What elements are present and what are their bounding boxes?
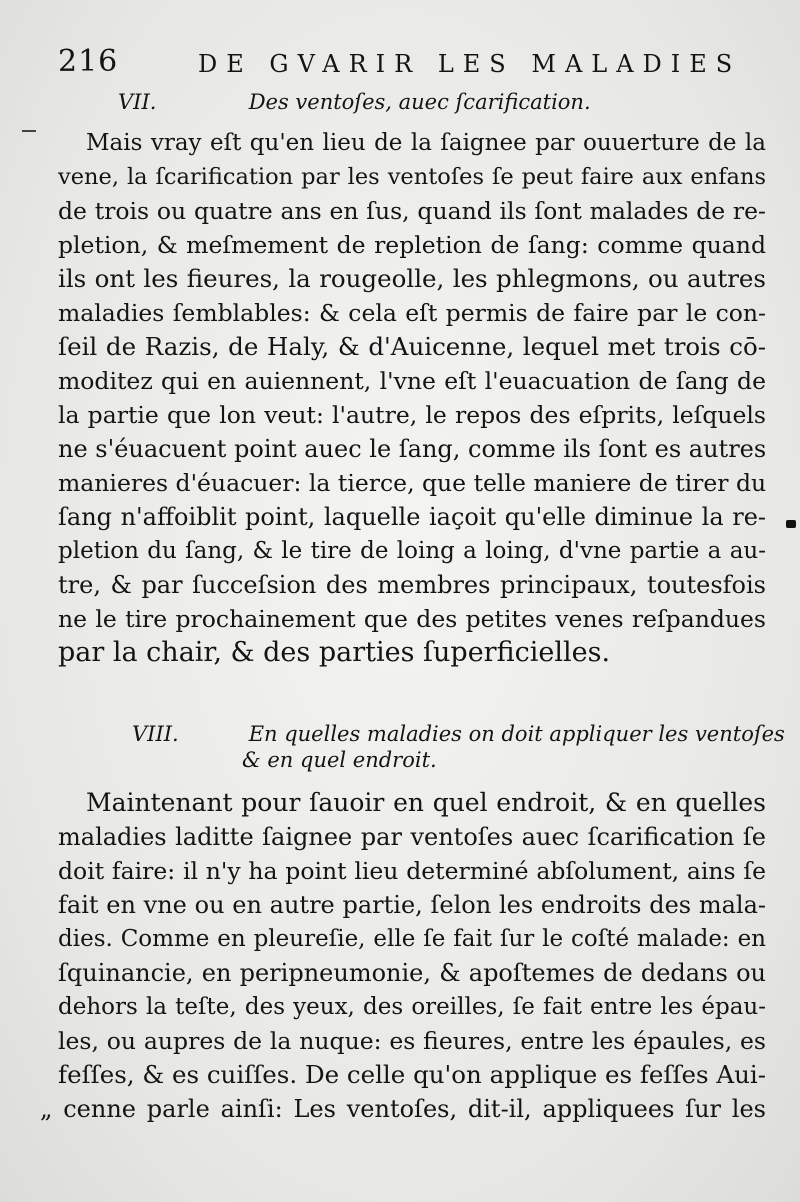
text-line: Mais vray eſt qu'en lieu de la ſaignee par ouuerture de la [86,130,766,156]
text-line: tre, & par ſucceſsion des membres principaux, toutesfois [58,571,766,599]
section-7-heading [118,90,591,114]
text-line: par la chair, & des parties ſuperficielles. [58,637,611,668]
running-head [52,44,772,84]
section-8-title-line-2: & en quel endroit. [242,748,437,772]
text-line: maladies ſemblables: & cela eſt permis de faire par le con- [58,299,766,327]
text-line: pletion, & meſmement de repletion de ſang: comme quand [58,231,766,259]
running-title: DE GVARIR LES MALADIES [198,50,742,78]
text-line: dehors la teſte, des yeux, des oreilles, ſe fait entre les épau- [58,994,766,1020]
text-line: ils ont les fieures, la rougeolle, les phlegmons, ou autres [58,264,766,293]
section-8-title-line-1: En quelles maladies on doit appliquer les ventoſes [248,722,785,746]
text-line: Maintenant pour ſauoir en quel endroit, & en quelles [86,788,766,817]
page-number: 216 [58,44,119,79]
margin-mark [22,130,36,132]
section-8-heading-cont [242,748,437,772]
text-line: feſſes, & es cuiſſes. De celle qu'on applique es feſſes Aui- [58,1060,766,1089]
text-line: les, ou aupres de la nuque: es fieures, entre les épaules, es [58,1027,766,1055]
text-line: ne le tire prochainement que des petites venes reſpandues [58,605,766,633]
text-line: vene, la ſcarification par les ventoſes ſe peut faire aux enfans [58,164,766,190]
section-8-body [40,786,766,1126]
ink-smudge [786,520,796,528]
text-line: doit faire: il n'y ha point lieu determiné abſolument, ains ſe [58,857,766,885]
text-line: manieres d'éuacuer: la tierce, que telle maniere de tirer du [58,469,767,497]
text-line: la partie que lon veut: l'autre, le repos des eſprits, leſquels [58,401,766,429]
text-line: ne s'éuacuent point auec le ſang, comme ils ſont es autres [58,435,767,463]
section-7-number: VII. [118,90,157,114]
text-line: dies. Comme en pleureſie, elle ſe fait ſur le coſté malade: en [58,926,766,952]
text-line: ſeil de Razis, de Haly, & d'Auicenne, lequel met trois cō- [58,332,766,361]
text-line: moditez qui en auiennent, l'vne eſt l'euacuation de ſang de [58,367,766,395]
section-7-title: Des ventoſes, auec ſcarification. [248,90,591,114]
text-line: „ cenne parle ainſi: Les ventoſes, dit-il, appliquees ſur les [40,1095,766,1123]
text-line: ſang n'affoiblit point, laquelle iaçoit qu'elle diminue la re- [58,503,766,531]
text-line: fait en vne ou en autre partie, ſelon les endroits des mala- [58,891,766,919]
text-line: ſquinancie, en peripneumonie, & apoſtemes de dedans ou [58,959,766,987]
section-8-heading [132,722,785,746]
section-8-number: VIII. [132,722,179,746]
text-line: de trois ou quatre ans en ſus, quand ils ſont malades de re- [58,197,766,225]
text-line: maladies laditte ſaignee par ventoſes auec ſcarification ſe [58,823,766,851]
section-7-body [58,126,766,670]
text-line: pletion du ſang, & le tire de loing a loing, d'vne partie a au- [58,538,766,564]
